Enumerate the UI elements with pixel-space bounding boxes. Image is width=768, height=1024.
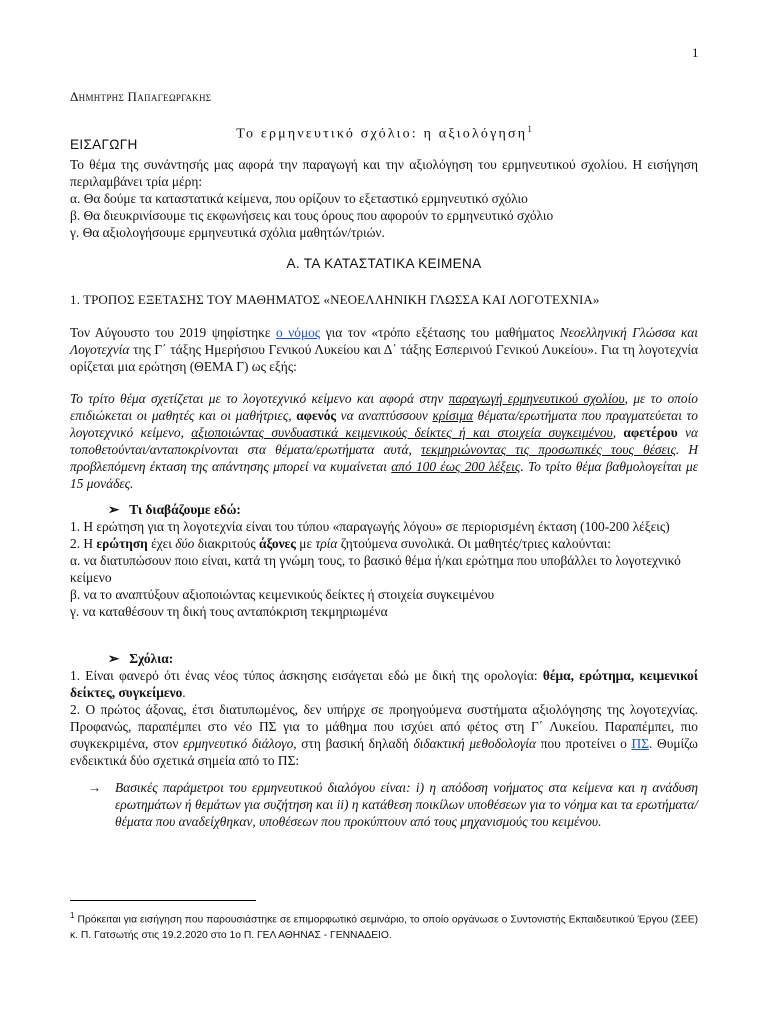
quote-text: , με το οποίο επιδιώκεται οι μαθητές και οι μαθήτριες,: [70, 391, 698, 423]
footnote: [70, 908, 698, 944]
section-a-heading: Α. ΤΑ ΚΑΤΑΣΤΑΤΙΚΑ ΚΕΙΜΕΝΑ: [286, 256, 482, 271]
quote-text: ,: [612, 425, 624, 440]
item-text: διακριτούς: [194, 536, 260, 551]
what-we-read-item-c: γ. να καταθέσουν τη δική τους ανταπόκριση τεκμηριωμένα: [70, 604, 388, 619]
ps-link[interactable]: ΠΣ: [631, 736, 650, 751]
course-name: Νεοελληνική Γλώσσα και Λογοτεχνία: [70, 325, 698, 357]
item-text: με: [295, 536, 316, 551]
what-we-read-list: [70, 518, 698, 620]
item-italic: δύο: [175, 536, 195, 551]
intro-item-b: β. Θα διευκρινίσουμε τις εκφωνήσεις και τους όρους που αφορούν το ερμηνευτικό σχόλιο: [70, 208, 554, 223]
what-we-read-label: Τι διαβάζουμε εδώ:: [129, 502, 241, 517]
author-name: Δημητρης Παπαγεωργακης: [70, 89, 212, 104]
quote-text: . Η προβλεπόμενη έκταση της απάντησης μπορεί να κυμαίνεται: [70, 442, 699, 474]
item-text: ζητούμενα συνολικά. Οι μαθητές/τριες καλούνται:: [337, 536, 612, 551]
quote-text: θέματα/ερωτήματα που πραγματεύεται το λογοτεχνικό κείμενο,: [70, 408, 698, 440]
comment-1: [70, 667, 698, 701]
item-text: έχει: [147, 536, 176, 551]
what-we-read-item-b: β. να το αναπτύξουν αξιοποιώντας κειμενικούς δείκτες ή στοιχεία συγκειμένου: [70, 587, 495, 602]
quote-underline: παραγωγή ερμηνευτικού σχολίου: [448, 391, 625, 406]
intro-list: [70, 190, 698, 241]
intro-paragraph: Το θέμα της συνάντησής μας αφορά την παραγωγή και την αξιολόγηση του ερμηνευτικού σχολίου. Η εισήγηση περιλαμβάνει τρία μέρη:: [70, 157, 698, 189]
law-paragraph: [70, 324, 698, 375]
what-we-read-item-2: [70, 535, 698, 552]
title-text: Το ερμηνευτικό σχόλιο: η αξιολόγηση: [236, 126, 528, 142]
law-text-1: Τον Αύγουστο του 2019 ψηφίστηκε: [70, 325, 276, 340]
intro-item-c: γ. Θα αξιολογήσουμε ερμηνευτικά σχόλια μαθητών/τριών.: [70, 225, 385, 240]
footnote-text: Πρόκειται για εισήγηση που παρουσιάστηκε σε επιμορφωτικό σεμινάριο, το οποίο οργάνωσε ο Συντονιστής Εκπαιδευτικού Έργου (ΣΕΕ) κ. Π. Γατσωτής στις 19.2.2020 στο 1ο Π. ΓΕΛ ΑΘΗΝΑΣ - ΓΕΝΝΑΔΕΙΟ.: [70, 914, 698, 942]
comment-text: .: [182, 685, 186, 700]
arrowhead-bullet-icon: ➢: [108, 651, 120, 666]
footnote-separator: [70, 900, 256, 901]
quote-bold: αφετέρου: [623, 425, 678, 440]
law-link[interactable]: ο νόμος: [276, 325, 321, 340]
comment-text: , στη βασική δηλαδή: [293, 736, 414, 751]
what-we-read-item-a: α. να διατυπώσουν ποιο είναι, κατά τη γνώμη τους, το βασικό θέμα ή/και ερώτημα που υποβάλλει το λογοτεχνικό κείμενο: [70, 553, 681, 585]
page-number: 1: [692, 45, 699, 60]
arrowhead-bullet-icon: ➢: [108, 502, 120, 517]
comment-bold: θέμα, ερώτημα, κειμενικοί δείκτες, συγκείμενο: [70, 668, 698, 700]
law-text-2: για τον «τρόπο εξέτασης του μαθήματος: [320, 325, 560, 340]
intro-item-a: α. Θα δούμε τα καταστατικά κείμενα, που ορίζουν το εξεταστικό ερμηνευτικό σχόλιο: [70, 191, 528, 206]
comment-2: [70, 701, 698, 769]
subsection-1-heading: 1. ΤΡΟΠΟΣ ΕΞΕΤΑΣΗΣ ΤΟΥ ΜΑΘΗΜΑΤΟΣ «ΝΕΟΕΛΛΗΝΙΚΗ ΓΛΩΣΣΑ ΚΑΙ ΛΟΓΟΤΕΧΝΙΑ»: [70, 292, 600, 307]
intro-heading: ΕΙΣΑΓΩΓΗ: [70, 137, 138, 152]
comment-italic: διδακτική μεθοδολογία: [413, 736, 537, 751]
comments-label: Σχόλια:: [129, 651, 174, 666]
quote-text: να αναπτύσσουν: [336, 408, 433, 423]
item-italic: τρία: [315, 536, 338, 551]
law-quote: [70, 390, 698, 492]
quote-underline: αξιοποιώντας συνδυαστικά κειμενικούς δείκτες ή και στοιχεία συγκειμένου: [191, 425, 613, 440]
comments-heading: [108, 651, 173, 667]
comments-list: [70, 667, 698, 769]
quote-text: να τοποθετούνται/ανταποκρίνονται στα θέματα/ερωτήματα αυτά,: [70, 425, 698, 457]
quote-underline: τεκμηριώνοντας τις προσωπικές τους θέσεις: [420, 442, 676, 457]
quote-text: Το τρίτο θέμα σχετίζεται με το λογοτεχνικό κείμενο και αφορά στην: [70, 391, 449, 406]
quote-underline: κρίσιμα: [432, 408, 474, 423]
what-we-read-item-1: 1. Η ερώτηση για τη λογοτεχνία είναι του τύπου «παραγωγής λόγου» σε περιορισμένη έκταση (100-200 λέξεις): [70, 519, 670, 534]
comment-text: 2. Ο πρώτος άξονας, έτσι διατυπωμένος, δεν υπήρχε σε προηγούμενα συστήματα αξιολόγησης της λογοτεχνίας. Προφανώς, παραπέμπει στο νέο ΠΣ για το μάθημα που ισχύει από φέτος στη Γ΄ Λυκείου. Παραπέμπει, πιο συγκεκριμένα, στον: [70, 702, 698, 751]
item-text: 2. Η: [70, 536, 97, 551]
arrow-right-icon: →: [88, 780, 102, 795]
title-footnote-mark[interactable]: 1: [527, 124, 532, 134]
quote-text: . Το τρίτο θέμα βαθμολογείται με 15 μονάδες.: [70, 459, 698, 491]
comment-text: . Θυμίζω ενδεικτικά δύο σχετικά σημεία από το ΠΣ:: [70, 736, 698, 768]
ps-point-item: [88, 779, 698, 830]
law-text-3: της Γ΄ τάξης Ημερήσιου Γενικού Λυκείου και Δ΄ τάξης Εσπερινού Γενικού Λυκείου». Για τη λογοτεχνία ορίζεται μια ερώτηση (ΘΕΜΑ Γ) ως εξής:: [70, 342, 698, 374]
quote-underline: από 100 έως 200 λέξεις: [391, 459, 521, 474]
item-bold: ερώτηση: [96, 536, 148, 551]
footnote-mark: 1: [70, 911, 75, 920]
quote-bold: αφενός: [296, 408, 337, 423]
comment-text: 1. Είναι φανερό ότι ένας νέος τύπος άσκησης εισάγεται εδώ με δική της ορολογία:: [70, 668, 543, 683]
comment-italic: ερμηνευτικό διάλογο: [183, 736, 294, 751]
what-we-read-heading: [108, 502, 241, 518]
item-bold: άξονες: [259, 536, 296, 551]
ps-point-text: Βασικές παράμετροι του ερμηνευτικού διαλόγου είναι: i) η απόδοση νοήματος στα κείμενα και η ανάδυση ερωτημάτων ή θεμάτων για συζήτηση και ii) η κατάθεση ποικίλων υποθέσεων για το νόημα και τα ερωτήματα/θέματα που αναδείχθηκαν, υποθέσεων που προκύπτουν από τους μηχανισμούς του κειμένου.: [115, 780, 698, 829]
comment-text: που προτείνει ο: [536, 736, 632, 751]
